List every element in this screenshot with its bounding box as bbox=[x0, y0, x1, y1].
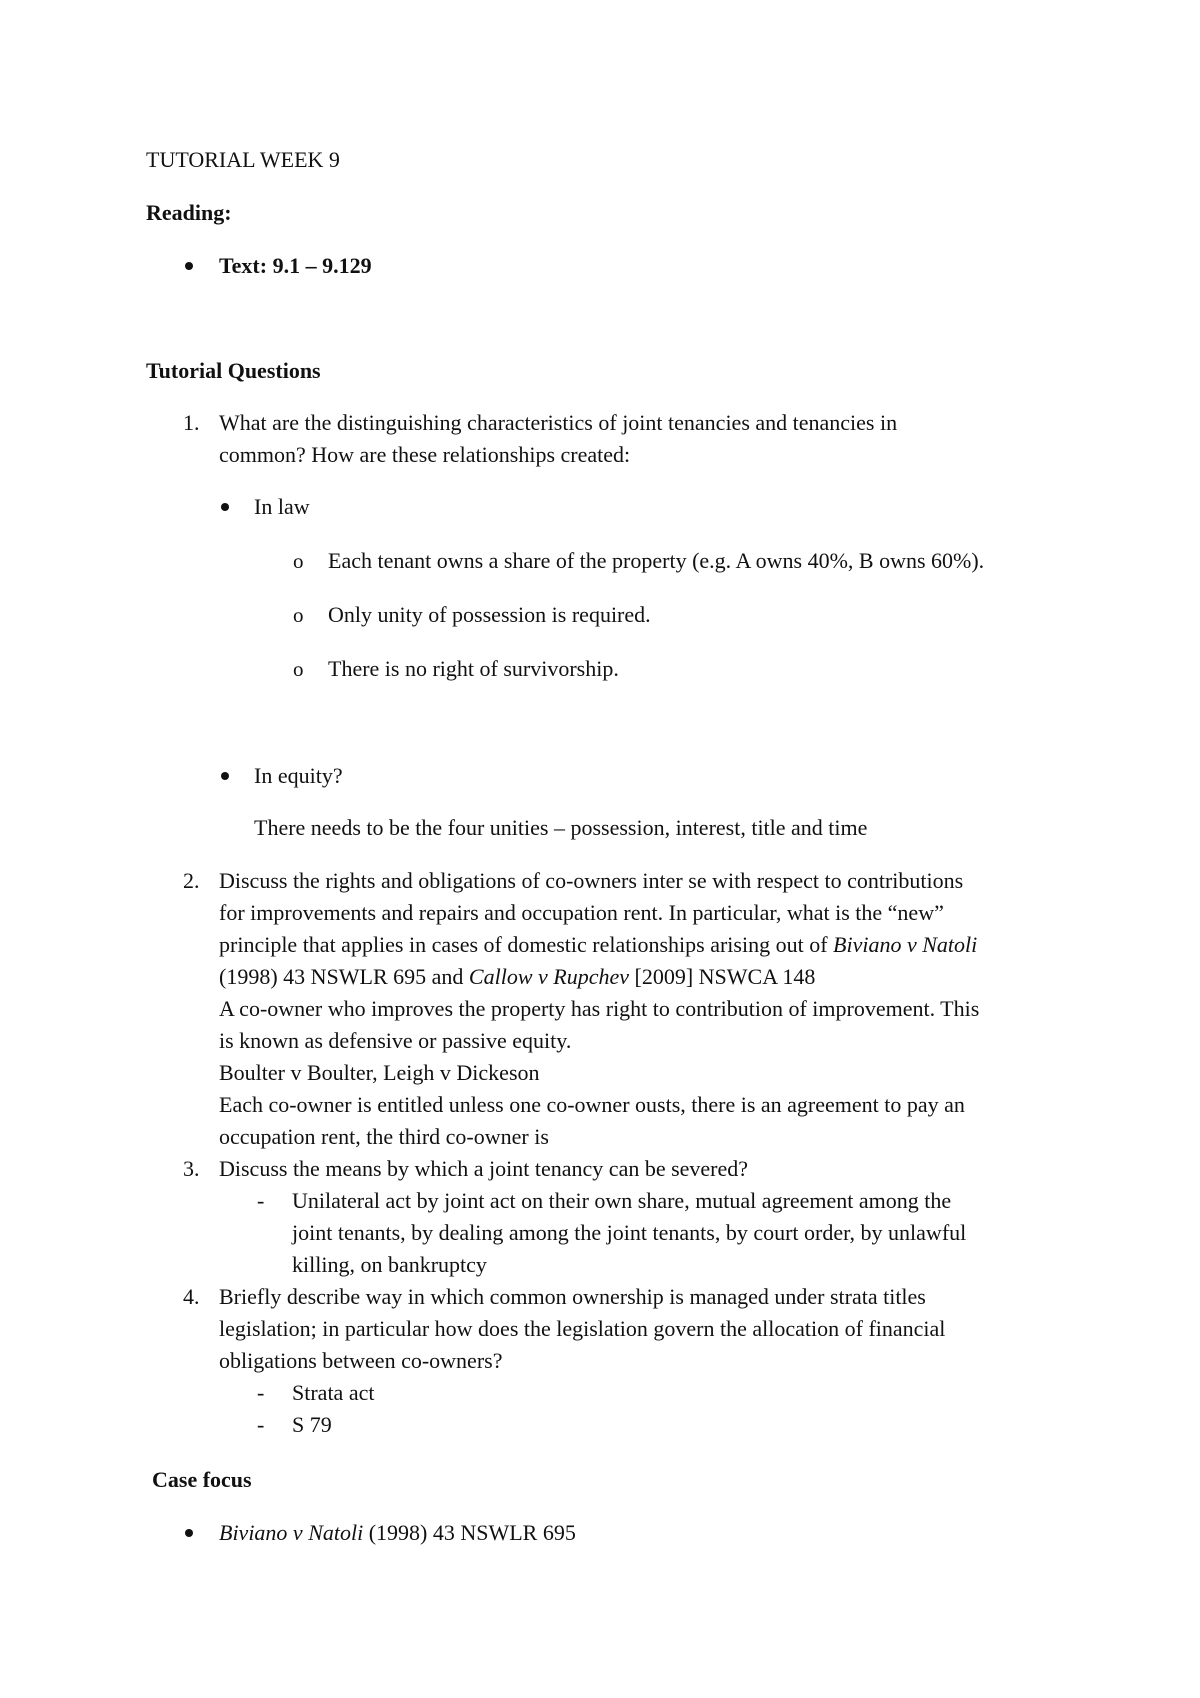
answer-line: A co-owner who improves the property has right to contribution of improvement. This bbox=[219, 996, 980, 1021]
question-line: Discuss the rights and obligations of co-owners inter se with respect to contributions bbox=[219, 868, 964, 893]
question-number: 3. bbox=[183, 1156, 200, 1181]
case-citation: (1998) 43 NSWLR 695 bbox=[363, 1520, 576, 1545]
in-law-point: There is no right of survivorship. bbox=[328, 656, 619, 681]
question-line: What are the distinguishing characteristics of joint tenancies and tenancies in bbox=[219, 410, 898, 435]
case-name: Biviano v Natoli bbox=[219, 1520, 364, 1545]
question-line: obligations between co-owners? bbox=[219, 1348, 503, 1373]
question-text: (1998) 43 NSWLR 695 and bbox=[219, 964, 469, 989]
question-line: legislation; in particular how does the legislation govern the allocation of financial bbox=[219, 1316, 946, 1341]
case-focus-item bbox=[219, 1517, 576, 1549]
in-law-point: Each tenant owns a share of the property (e.g. A owns 40%, B owns 60%). bbox=[328, 548, 985, 573]
dash-bullet-icon: - bbox=[257, 1188, 265, 1213]
circle-bullet-icon: o bbox=[293, 603, 304, 627]
case-name: Biviano v Natoli bbox=[833, 932, 978, 957]
dash-bullet-icon: - bbox=[257, 1380, 265, 1405]
case-focus-heading: Case focus bbox=[152, 1467, 252, 1492]
in-equity-note: There needs to be the four unities – possession, interest, title and time bbox=[254, 815, 868, 840]
answer-line: occupation rent, the third co-owner is bbox=[219, 1124, 549, 1149]
answer-line: killing, on bankruptcy bbox=[292, 1252, 487, 1277]
question-line bbox=[219, 961, 815, 993]
answer-line: Unilateral act by joint act on their own share, mutual agreement among the bbox=[292, 1188, 952, 1213]
question-text: principle that applies in cases of domestic relationships arising out of bbox=[219, 932, 834, 957]
answer-line: joint tenants, by dealing among the joint tenants, by court order, by unlawful bbox=[292, 1220, 967, 1245]
bullet-icon bbox=[185, 262, 193, 270]
bullet-icon bbox=[185, 1529, 193, 1537]
in-equity-label: In equity? bbox=[254, 763, 343, 788]
question-number: 1. bbox=[183, 410, 200, 435]
bullet-icon bbox=[221, 772, 229, 780]
circle-bullet-icon: o bbox=[293, 657, 304, 681]
bullet-icon bbox=[221, 503, 229, 511]
tutorial-heading: Tutorial Questions bbox=[146, 358, 321, 383]
question-number: 2. bbox=[183, 868, 200, 893]
document-title: TUTORIAL WEEK 9 bbox=[146, 147, 340, 172]
question-line: common? How are these relationships created: bbox=[219, 442, 631, 467]
dash-bullet-icon: - bbox=[257, 1412, 265, 1437]
answer-line: S 79 bbox=[292, 1412, 332, 1437]
answer-line: is known as defensive or passive equity. bbox=[219, 1028, 572, 1053]
question-number: 4. bbox=[183, 1284, 200, 1309]
in-law-label: In law bbox=[254, 494, 310, 519]
answer-line: Boulter v Boulter, Leigh v Dickeson bbox=[219, 1060, 540, 1085]
question-line: Discuss the means by which a joint tenancy can be severed? bbox=[219, 1156, 749, 1181]
reading-heading: Reading: bbox=[146, 200, 232, 225]
question-line: for improvements and repairs and occupation rent. In particular, what is the “new” bbox=[219, 900, 944, 925]
question-line: Briefly describe way in which common ownership is managed under strata titles bbox=[219, 1284, 926, 1309]
reading-item: Text: 9.1 – 9.129 bbox=[219, 253, 372, 278]
circle-bullet-icon: o bbox=[293, 549, 304, 573]
answer-line: Each co-owner is entitled unless one co-owner ousts, there is an agreement to pay an bbox=[219, 1092, 965, 1117]
question-text: [2009] NSWCA 148 bbox=[629, 964, 816, 989]
in-law-point: Only unity of possession is required. bbox=[328, 602, 651, 627]
question-line bbox=[219, 929, 977, 961]
answer-line: Strata act bbox=[292, 1380, 375, 1405]
case-name: Callow v Rupchev bbox=[468, 964, 629, 989]
